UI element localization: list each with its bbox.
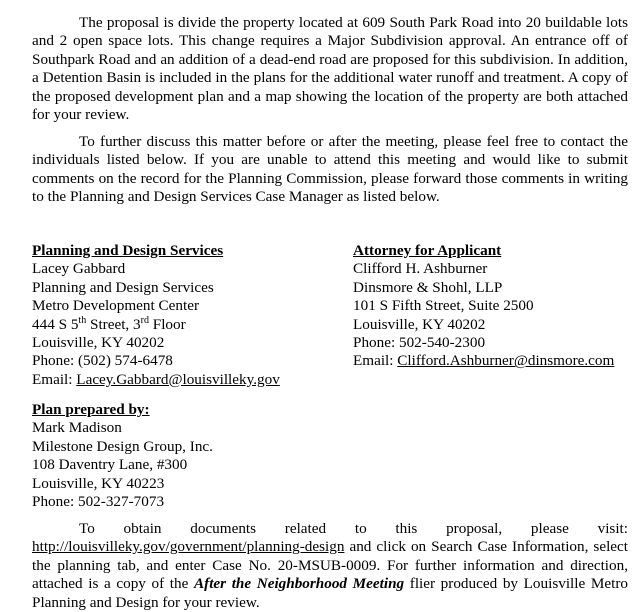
attorney-city: Louisville, KY 40202: [353, 315, 486, 333]
planning-name: Lacey Gabbard: [32, 260, 126, 278]
street-middle: Street, 3: [86, 315, 141, 333]
attorney-email-link[interactable]: Clifford.Ashburner@dinsmore.com: [397, 352, 615, 370]
prepared-name: Mark Madison: [32, 419, 122, 437]
planning-org: Planning and Design Services: [32, 278, 214, 296]
flier-title: After the Neighborhood Meeting: [194, 575, 405, 593]
floor-ordinal: rd: [140, 314, 149, 326]
prepared-city: Louisville, KY 40223: [32, 474, 165, 492]
street-number: 444 S 5: [32, 315, 79, 333]
planning-street: [32, 316, 280, 334]
planning-design-link[interactable]: http://louisvilleky.gov/government/planning-design: [32, 538, 345, 556]
prepared-by-block: [32, 401, 213, 511]
planning-email-link[interactable]: Lacey.Gabbard@louisvilleky.gov: [76, 370, 280, 388]
planning-email-label: Email:: [32, 370, 77, 388]
attorney-phone: Phone: 502-540-2300: [353, 334, 486, 352]
attorney-email-label: Email:: [353, 352, 398, 370]
prepared-firm: Milestone Design Group, Inc.: [32, 437, 213, 455]
attorney-firm: Dinsmore & Shohl, LLP: [353, 278, 503, 296]
closing-middle: and click on Search Case Information, select the planning tab, and enter Case No. 20-MSUB-0009. For further information and direction, attached is a copy of the: [32, 538, 628, 593]
street-floor: Floor: [148, 315, 186, 333]
discuss-paragraph: To further discuss this matter before or after the meeting, please feel free to contact the individuals listed below. If you are unable to attend this meeting and would like to submit comments on the record for the Planning Commission, please forward those comments in writing to the Planning and Design Services Case Manager as listed below.: [32, 133, 628, 206]
planning-heading: Planning and Design Services: [32, 242, 224, 259]
attorney-name: Clifford H. Ashburner: [353, 260, 488, 278]
closing-intro: To obtain documents related to this proposal, please visit:: [79, 520, 628, 537]
planning-email-line: [32, 371, 280, 389]
closing-end: flier produced by Louisville Metro Planning and Design for your review.: [32, 575, 628, 611]
prepared-street: 108 Daventry Lane, #300: [32, 456, 188, 474]
attorney-heading: Attorney for Applicant: [353, 242, 502, 259]
attorney-contact-block: [353, 242, 614, 371]
street-ordinal: th: [78, 314, 87, 326]
intro-paragraph: The proposal is divide the property located at 609 South Park Road into 20 buildable lots and 2 open space lots. This change requires a Major Subdivision approval. An entrance off of Southpark Road and an addition of a dead-end road are proposed for this subdivision. In addition, a Detention Basin is included in the plans for the additional water runoff and treatment. A copy of the proposed development plan and a map showing the location of the property are both attached for your review.: [32, 14, 628, 124]
planning-phone: Phone: (502) 574-6478: [32, 352, 173, 370]
attorney-street: 101 S Fifth Street, Suite 2500: [353, 297, 534, 315]
closing-paragraph: [32, 520, 628, 612]
attorney-email-line: [353, 352, 614, 370]
prepared-heading: Plan prepared by:: [32, 401, 150, 418]
prepared-phone: Phone: 502-327-7073: [32, 493, 165, 511]
planning-building: Metro Development Center: [32, 297, 200, 315]
planning-city: Louisville, KY 40202: [32, 334, 165, 352]
planning-contact-block: [32, 242, 280, 389]
